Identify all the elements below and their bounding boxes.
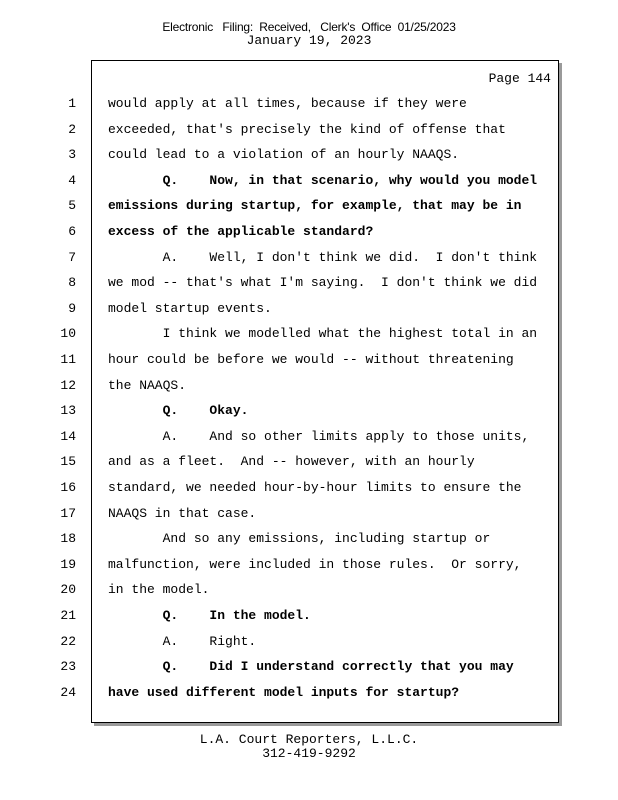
reporter-company: L.A. Court Reporters, L.L.C. — [199, 732, 419, 747]
line-text: Q. Okay. — [108, 403, 249, 419]
line-text: we mod -- that's what I'm saying. I don't think we did — [108, 275, 538, 291]
line-text: have used different model inputs for startup? — [108, 684, 460, 700]
line-number: 20 — [60, 582, 76, 598]
line-text: the NAAQS. — [108, 377, 187, 393]
page-number: Page 144 — [488, 71, 551, 86]
filing-stamp: Electronic Filing: Received, Clerk's Office 01/25/2023 — [162, 20, 456, 34]
line-text: hour could be before we would -- without threatening — [108, 352, 514, 367]
line-number: 5 — [68, 198, 76, 214]
page-header — [0, 20, 618, 48]
line-number: 19 — [60, 556, 76, 572]
line-text: Q. In the model. — [108, 608, 311, 623]
line-number: 18 — [60, 531, 76, 547]
line-number: 17 — [60, 505, 76, 521]
line-number: 22 — [60, 633, 76, 649]
transcript-page-frame — [60, 60, 559, 723]
line-number: 9 — [68, 300, 76, 316]
line-text: exceeded, that's precisely the kind of offense that — [108, 121, 506, 137]
line-text: could lead to a violation of an hourly NAAQS. — [108, 147, 460, 163]
line-text: NAAQS in that case. — [108, 505, 257, 521]
line-number: 23 — [60, 659, 76, 675]
line-text: Q. Now, in that scenario, why would you model — [108, 172, 538, 188]
transcript-date: January 19, 2023 — [246, 33, 372, 48]
line-text: I think we modelled what the highest total in an — [108, 326, 538, 342]
line-number: 15 — [60, 454, 76, 470]
line-number: 13 — [60, 403, 76, 419]
line-number: 12 — [60, 377, 76, 393]
line-number: 1 — [68, 96, 76, 111]
line-text: would apply at all times, because if they were — [108, 96, 467, 111]
line-number: 8 — [68, 275, 76, 291]
line-text: A. Right. — [108, 633, 257, 649]
line-text: Q. Did I understand correctly that you may — [108, 659, 514, 675]
line-number: 7 — [68, 249, 76, 265]
line-text: standard, we needed hour-by-hour limits to ensure the — [108, 480, 522, 495]
line-text: model startup events. — [108, 300, 272, 316]
reporter-phone: 312-419-9292 — [262, 746, 356, 761]
line-text: A. And so other limits apply to those units, — [108, 428, 530, 444]
line-text: emissions during startup, for example, that may be in — [108, 198, 522, 214]
line-number: 3 — [68, 147, 76, 163]
line-number: 14 — [60, 428, 76, 444]
line-text: and as a fleet. And -- however, with an hourly — [108, 454, 475, 470]
line-text: A. Well, I don't think we did. I don't think — [108, 249, 538, 265]
line-number: 2 — [68, 121, 76, 137]
line-number: 24 — [60, 684, 76, 700]
page-footer — [0, 733, 618, 761]
line-text: in the model. — [108, 582, 210, 598]
line-number: 6 — [68, 224, 76, 239]
line-number: 21 — [60, 608, 76, 623]
line-number: 16 — [60, 480, 76, 495]
line-number: 4 — [68, 172, 76, 188]
line-number: 10 — [60, 326, 76, 342]
line-number: 11 — [60, 352, 76, 367]
line-text: And so any emissions, including startup or — [108, 531, 491, 547]
line-text: excess of the applicable standard? — [108, 224, 374, 239]
line-text: malfunction, were included in those rules. Or sorry, — [108, 556, 522, 572]
